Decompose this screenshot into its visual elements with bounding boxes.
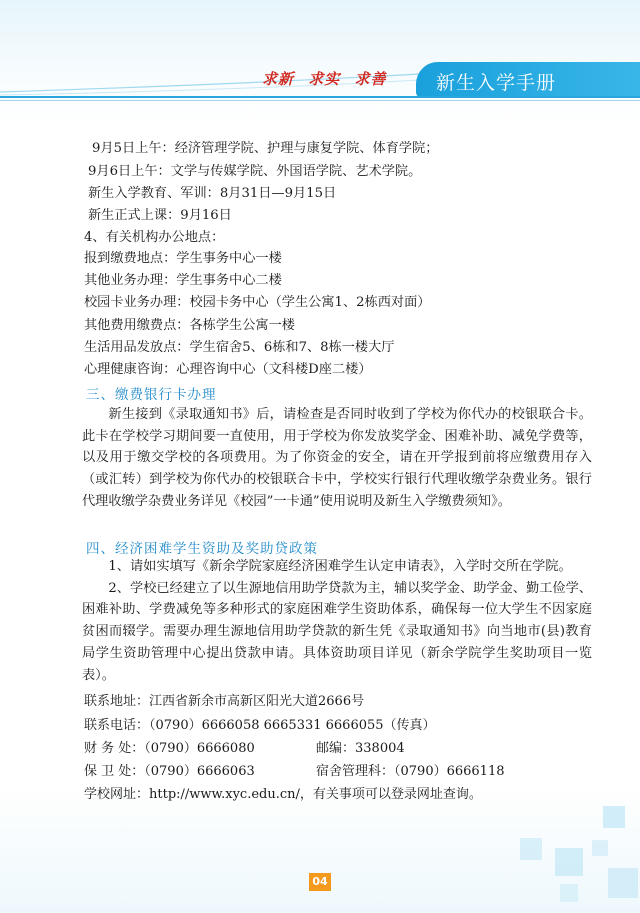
motto-2: 求实: [308, 70, 341, 88]
contact-phone: 联系电话：（0790）6666058 6665331 6666055（传真）: [84, 718, 436, 733]
header-rule: [0, 96, 640, 98]
office-line: 生活用品发放点：学生宿舍5、6栋和7、8栋一楼大厅: [84, 340, 395, 355]
offices-heading: 4、有关机构办公地点：: [84, 230, 225, 245]
decor-square: [555, 848, 583, 876]
section-heading-bank-card: 三、缴费银行卡办理: [86, 387, 217, 403]
decor-square: [603, 806, 625, 828]
office-line: 报到缴费地点：学生事务中心一楼: [84, 251, 282, 266]
motto-1: 求新: [262, 70, 295, 88]
decor-square: [560, 884, 578, 902]
header-rule-thin: [0, 100, 640, 101]
section-body-bank-card: [82, 404, 592, 513]
paragraph: 1、请如实填写《新余学院家庭经济困难学生认定申请表》，入学时交所在学院。: [108, 559, 572, 574]
decor-square: [608, 868, 638, 898]
schedule-line: 新生正式上课：9月16日: [88, 208, 232, 223]
header-mottos: [262, 68, 430, 94]
schedule-line: 9月5日上午：经济管理学院、护理与康复学院、体育学院；: [92, 141, 439, 156]
schedule-line: 新生入学教育、军训：8月31日—9月15日: [88, 186, 337, 201]
section-heading-financial-aid: 四、经济困难学生资助及奖助贷政策: [86, 541, 318, 557]
paragraph: 新生接到《录取通知书》后，请检查是否同时收到了学校为你代办的校银联合卡。此卡在学校学习期间要一直使用，用于学校为你发放奖学金、困难补助、减免学费等，以及用于缴交学校的各项费用。为了你资金的安全，请在开学报到前将应缴费用存入（或汇转）到学校为你代办的校银联合卡中，学校实行银行代理收缴学杂费业务。银行代理收缴学杂费业务详见《校园”一卡通”使用说明及新生入学缴费须知》。: [82, 407, 592, 509]
contact-website[interactable]: 学校网址：http://www.xyc.edu.cn/，有关事项可以登录网址查询。: [84, 787, 482, 802]
motto-3: 求善: [354, 70, 387, 88]
contact-security: 保 卫 处：（0790）6666063: [84, 764, 255, 779]
office-line: 其他费用缴费点：各栋学生公寓一楼: [84, 318, 295, 333]
paragraph: 2、学校已经建立了以生源地信用助学贷款为主，辅以奖学金、助学金、勤工俭学、困难补助、学费减免等多种形式的家庭困难学生资助体系，确保每一位大学生不因家庭贫困而辍学。需要办理生源地信用助学贷款的新生凭《录取通知书》向当地市(县)教育局学生资助管理中心提出贷款申请。具体资助项目详见（新余学院学生奖助项目一览表）。: [82, 580, 592, 683]
contact-postcode: 邮编：338004: [316, 741, 405, 756]
contact-address: 联系地址：江西省新余市高新区阳光大道2666号: [84, 694, 365, 709]
section-body-financial-aid: [82, 556, 592, 686]
contact-row: [84, 737, 405, 756]
page-number: 04: [309, 873, 331, 891]
contact-finance: 财 务 处：（0790）6666080: [84, 741, 255, 756]
office-line: 校园卡业务办理：校园卡务中心（学生公寓1、2栋西对面）: [84, 295, 431, 310]
office-line: 心理健康咨询：心理咨询中心（文科楼D座二楼）: [84, 362, 372, 377]
contact-dorm: 宿舍管理科：（0790）6666118: [316, 764, 505, 779]
contact-row: [84, 760, 505, 779]
office-line: 其他业务办理：学生事务中心二楼: [84, 273, 282, 288]
decor-square: [520, 838, 542, 860]
schedule-line: 9月6日上午：文学与传媒学院、外国语学院、艺术学院。: [88, 164, 422, 179]
decor-square: [592, 840, 608, 856]
header-title: 新生入学手册: [436, 72, 557, 94]
